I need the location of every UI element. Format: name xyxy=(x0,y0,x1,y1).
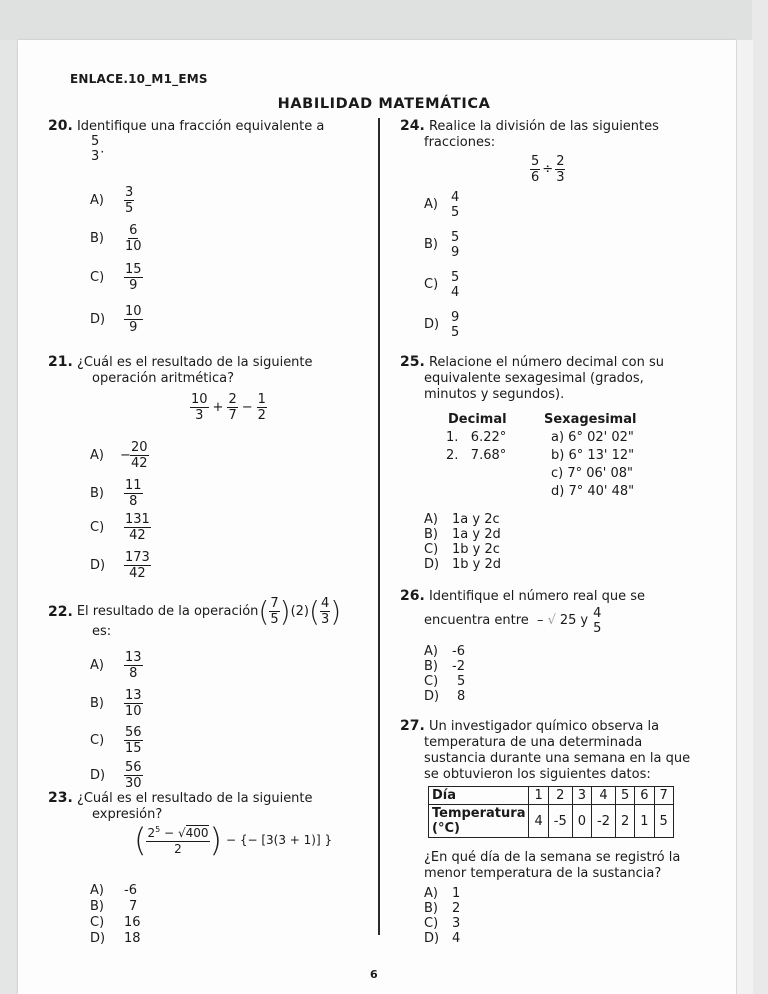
question-23: 23. ¿Cuál es el resultado de la siguiente expresión? xyxy=(48,790,313,822)
q25-option-a[interactable]: A) 1a y 2c xyxy=(424,512,500,527)
temperature-table xyxy=(428,786,674,838)
q24-option-c[interactable]: C) 5 4 xyxy=(424,270,460,300)
q23-option-a[interactable]: A) -6 xyxy=(90,883,137,898)
q24-option-d[interactable]: D) 9 5 xyxy=(424,310,460,340)
q26-option-a[interactable]: A) -6 xyxy=(424,644,465,659)
q24-option-b[interactable]: B) 5 9 xyxy=(424,230,460,260)
q25-col-decimal: Decimal xyxy=(448,412,507,427)
column-divider xyxy=(378,118,380,935)
q25-option-b[interactable]: B) 1a y 2d xyxy=(424,527,501,542)
q23-expression: ( $\frac{2^5 - √400}{2}$ ) − {− [3(3 + 1)] } xyxy=(134,820,333,859)
question-number: 20. xyxy=(48,118,73,134)
question-24: 24. Realice la división de las siguientes fracciones: xyxy=(400,118,659,150)
q27-option-d[interactable]: D) 4 xyxy=(424,931,461,946)
section-title: HABILIDAD MATEMÁTICA xyxy=(277,96,491,112)
q22-option-a[interactable]: A) $\frac{13}{8}$ xyxy=(90,650,142,681)
q20-option-c[interactable]: C) $\frac{15}{9}$ xyxy=(90,262,142,293)
q21-option-a[interactable]: A) − $\frac{20}{42}$ xyxy=(90,440,148,471)
q26-range: encuentra entre – √ 25 y 4 5 xyxy=(424,606,602,636)
q21-expression: $\frac{10}{3}$ + $\frac{2}{7}$ − $\frac{1}{2}$ xyxy=(191,392,266,423)
q27-question: ¿En qué día de la semana se registró la menor temperatura de la sustancia? xyxy=(424,850,681,881)
q20-option-b[interactable]: B) $\frac{6}{10}$ xyxy=(90,223,142,254)
q25-option-d[interactable]: D) 1b y 2d xyxy=(424,557,502,572)
q25-sexagesimal-a: a) 6° 02' 02" xyxy=(551,430,634,445)
q27-option-b[interactable]: B) 2 xyxy=(424,901,461,916)
question-21: 21. ¿Cuál es el resultado de la siguiente operación aritmética? xyxy=(48,354,313,386)
page-number: 6 xyxy=(370,968,378,981)
q25-decimal-2: 2. 7.68° xyxy=(446,448,507,463)
question-20 xyxy=(48,118,324,135)
q25-decimal-1: 1. 6.22° xyxy=(446,430,507,445)
q25-col-sexagesimal: Sexagesimal xyxy=(544,412,637,427)
q22-option-d[interactable]: D) $\frac{56}{30}$ xyxy=(90,760,142,791)
q23-option-d[interactable]: D) 18 xyxy=(90,931,141,946)
table-row-day: Día 1 2 3 4 5 6 7 xyxy=(429,787,674,805)
question-25: 25. Relacione el número decimal con su equivalente sexagesimal (grados, minutos y segundos). xyxy=(400,354,664,402)
q25-sexagesimal-c: c) 7° 06' 08" xyxy=(551,466,634,481)
q21-option-b[interactable]: B) $\frac{11}{8}$ xyxy=(90,478,142,509)
question-26: 26. Identifique el número real que se xyxy=(400,588,645,604)
page-binding-strip xyxy=(736,40,753,994)
scan-top-band xyxy=(0,0,768,40)
question-text: Identifique una fracción equivalente a xyxy=(76,119,325,134)
exam-code: ENLACE.10_M1_EMS xyxy=(70,72,208,86)
q20-target-fraction: 5 3 . xyxy=(91,134,105,164)
q22-option-c[interactable]: C) $\frac{56}{15}$ xyxy=(90,725,142,756)
q20-option-d[interactable]: D) $\frac{10}{9}$ xyxy=(90,304,142,335)
q26-option-b[interactable]: B) -2 xyxy=(424,659,465,674)
q23-option-b[interactable]: B) 7 xyxy=(90,899,138,914)
q24-option-a[interactable]: A) 4 5 xyxy=(424,190,460,220)
q20-option-a[interactable]: A) $\frac{3}{5}$ xyxy=(90,185,134,216)
q21-option-c[interactable]: C) $\frac{131}{42}$ xyxy=(90,512,150,543)
q21-option-d[interactable]: D) $\frac{173}{42}$ xyxy=(90,550,150,581)
q27-option-a[interactable]: A) 1 xyxy=(424,886,461,901)
question-22: 22. El resultado de la operación ( $\frac{7}{5}$ ) (2) ( $\frac{4}{3}$ ) xyxy=(48,594,342,628)
q26-option-d[interactable]: D) 8 xyxy=(424,689,466,704)
q24-expression: $\frac{5}{6}$ ÷ $\frac{2}{3}$ xyxy=(531,154,565,185)
q25-option-c[interactable]: C) 1b y 2c xyxy=(424,542,500,557)
q26-option-c[interactable]: C) 5 xyxy=(424,674,466,689)
q25-sexagesimal-d: d) 7° 40' 48" xyxy=(551,484,635,499)
scan-right-edge xyxy=(752,0,768,994)
q25-sexagesimal-b: b) 6° 13' 12" xyxy=(551,448,635,463)
q23-option-c[interactable]: C) 16 xyxy=(90,915,141,930)
q22-suffix: es: xyxy=(92,624,112,639)
q27-option-c[interactable]: C) 3 xyxy=(424,916,461,931)
table-row-temperature: Temperatura (°C) 4 -5 0 -2 2 1 5 xyxy=(429,805,674,838)
q22-option-b[interactable]: B) $\frac{13}{10}$ xyxy=(90,688,142,719)
question-27: 27. Un investigador químico observa la temperatura de una determinada sustancia durante una semana en la que se obtuvieron los siguientes datos: xyxy=(400,718,691,782)
